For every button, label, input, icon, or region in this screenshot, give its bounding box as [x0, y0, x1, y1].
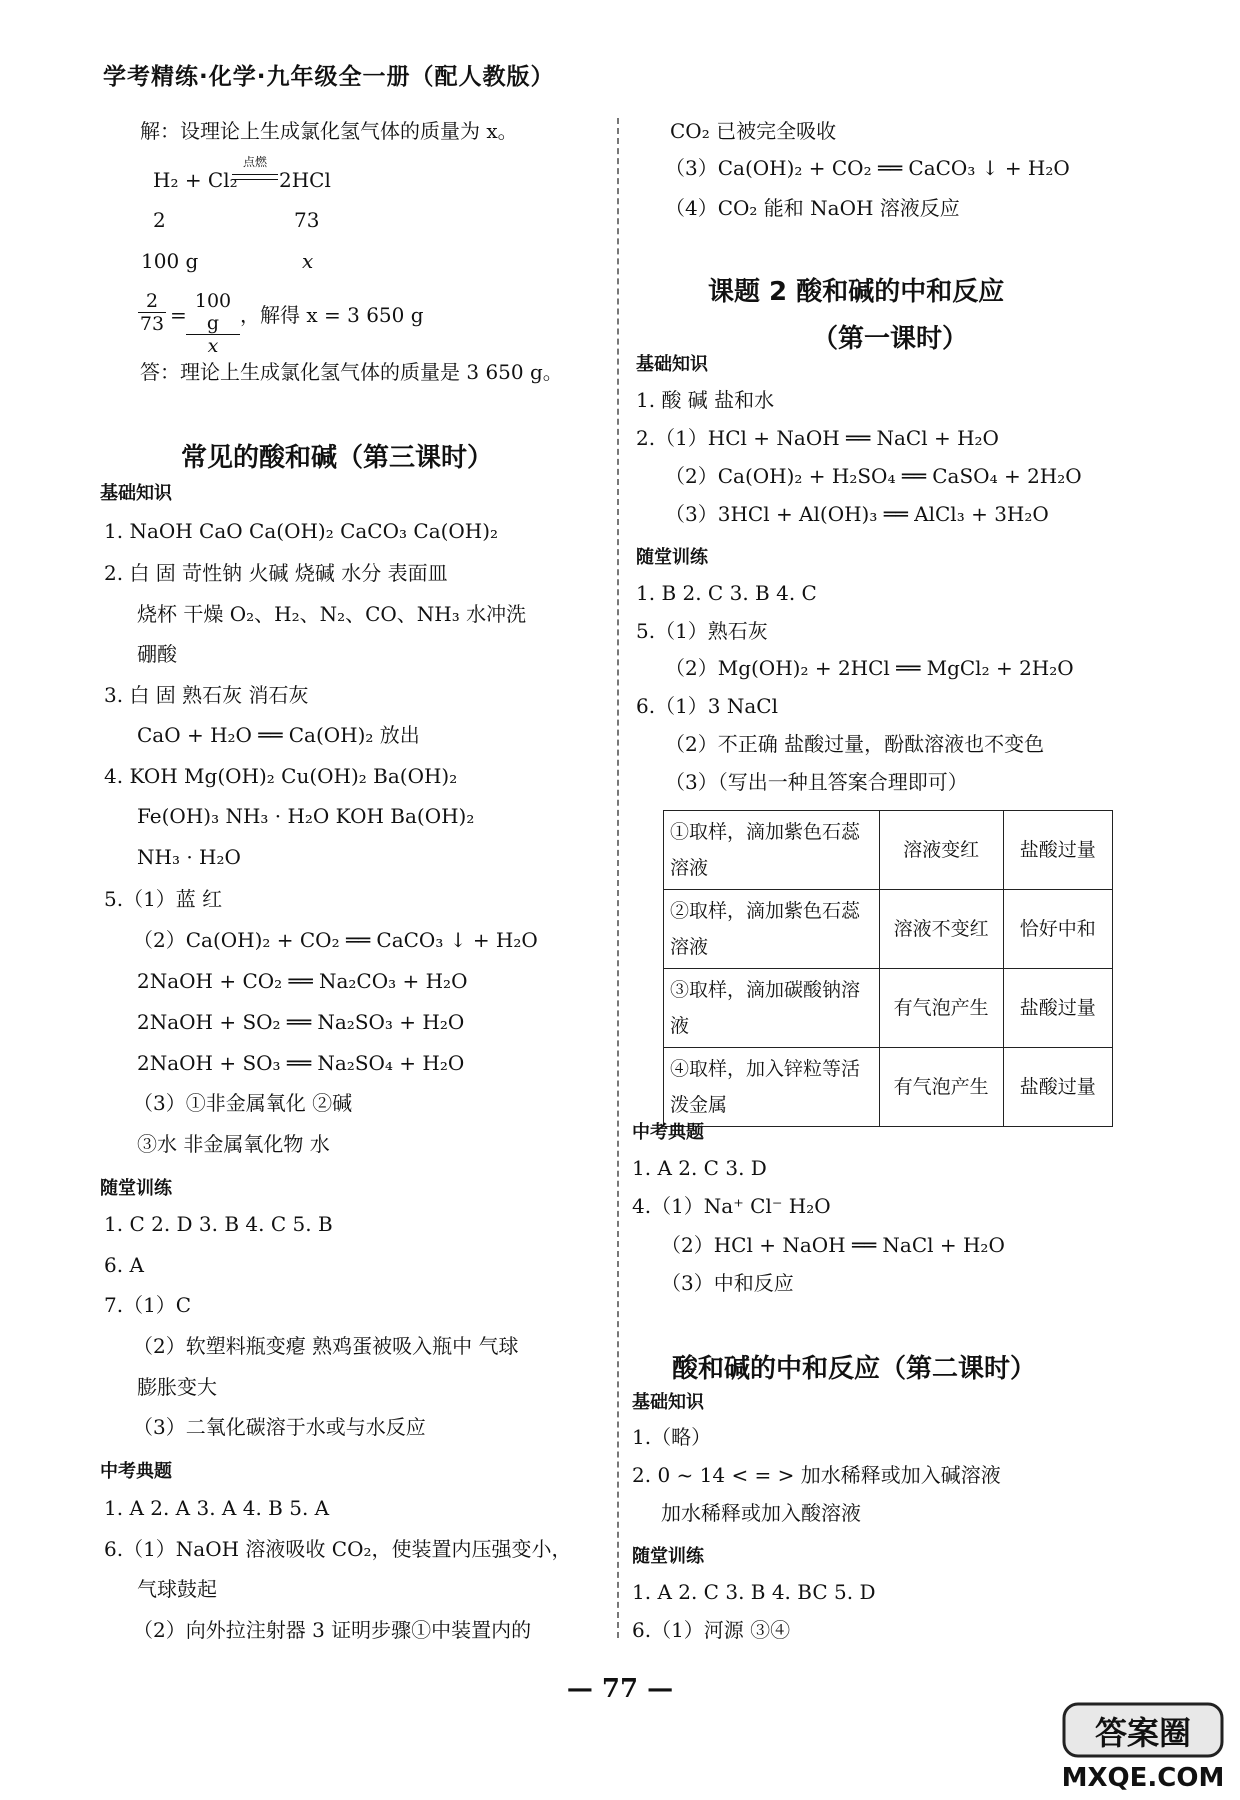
table-cell-phenomenon: 溶液不变红 [879, 890, 1003, 969]
table-row [664, 969, 1113, 1048]
left-line-5e: 2NaOH + SO₃ ══ Na₂SO₄ + H₂O [137, 1051, 465, 1075]
left-line-5c: 2NaOH + CO₂ ══ Na₂CO₃ + H₂O [137, 969, 468, 993]
table-row [664, 811, 1113, 890]
table-cell-phenomenon: 有气泡产生 [879, 1048, 1003, 1127]
left-exam-1: 1. A 2. A 3. A 4. B 5. A [104, 1496, 330, 1520]
heading-zhongkao-2: 中考典题 [632, 1122, 704, 1143]
table-cell-conclusion: 盐酸过量 [1003, 811, 1112, 890]
heading-suitang-1: 随堂训练 [100, 1178, 172, 1199]
right-train-1: 1. B 2. C 3. B 4. C [636, 581, 817, 605]
left-exam-6b: 气球鼓起 [137, 1577, 217, 1601]
right-w-1: 1. A 2. C 3. B 4. BC 5. D [632, 1580, 876, 1604]
fraction-2 [186, 290, 240, 357]
left-line-5g: ③水 非金属氧化物 水 [137, 1132, 330, 1156]
heading-jichu-2: 基础知识 [636, 354, 708, 375]
table-cell-conclusion: 盐酸过量 [1003, 1048, 1112, 1127]
table-cell-conclusion: 盐酸过量 [1003, 969, 1112, 1048]
equation-condition: 点燃 [242, 155, 267, 169]
table-row [664, 890, 1113, 969]
left-line-2b: 烧杯 干燥 O₂、H₂、N₂、CO、NH₃ 水冲洗 [137, 602, 527, 626]
equals-sign: = [170, 303, 187, 327]
right-train-6a: 6.（1）3 NaCl [636, 694, 779, 718]
heading-suitang-3: 随堂训练 [632, 1546, 704, 1567]
right-basic-2b: （2）Ca(OH)₂ + H₂SO₄ ══ CaSO₄ + 2H₂O [665, 464, 1082, 488]
calc-answer: 答：理论上生成氯化氢气体的质量是 3 650 g。 [140, 360, 563, 384]
equation-rhs: 2HCl [279, 168, 331, 192]
left-line-5a: 5.（1）蓝 红 [104, 887, 223, 911]
right-line-2: （4）CO₂ 能和 NaOH 溶液反应 [665, 196, 960, 220]
right-line-0: CO₂ 已被完全吸收 [670, 119, 837, 143]
table-cell-method: ③取样，滴加碳酸钠溶液 [664, 969, 880, 1048]
left-line-3b: CaO + H₂O ══ Ca(OH)₂ 放出 [137, 723, 420, 747]
table-cell-method: ②取样，滴加紫色石蕊溶液 [664, 890, 880, 969]
right-train-5a: 5.（1）熟石灰 [636, 619, 768, 643]
left-line-4a: 4. KOH Mg(OH)₂ Cu(OH)₂ Ba(OH)₂ [104, 764, 458, 788]
fraction-1-den: 73 [139, 313, 165, 335]
right-train-5b: （2）Mg(OH)₂ + 2HCl ══ MgCl₂ + 2H₂O [665, 656, 1074, 680]
left-line-3a: 3. 白 固 熟石灰 消石灰 [104, 683, 309, 707]
right-k-2a: 2. 0 ~ 14 < = > 加水稀释或加入碱溶液 [632, 1463, 1001, 1487]
watermark-logo [1058, 1700, 1228, 1792]
mass-b: x [302, 249, 314, 273]
table-cell-conclusion: 恰好中和 [1003, 890, 1112, 969]
fraction-2-den: x [186, 334, 240, 357]
left-line-4c: NH₃ · H₂O [137, 845, 241, 869]
heading-zhongkao-1: 中考典题 [100, 1461, 172, 1482]
mass-ratio-b: 73 [294, 208, 320, 232]
table-cell-phenomenon: 有气泡产生 [879, 969, 1003, 1048]
right-exam-4c: （3）中和反应 [661, 1271, 794, 1295]
left-line-5d: 2NaOH + SO₂ ══ Na₂SO₃ + H₂O [137, 1010, 465, 1034]
left-line-2a: 2. 白 固 苛性钠 火碱 烧碱 水分 表面皿 [104, 561, 448, 585]
left-train-1: 1. C 2. D 3. B 4. C 5. B [104, 1212, 333, 1236]
heading-jichu-3: 基础知识 [632, 1392, 704, 1413]
section-title-left: 常见的酸和碱（第三课时） [181, 443, 494, 473]
left-train-7d: （3）二氧化碳溶于水或与水反应 [133, 1415, 426, 1439]
heading-suitang-2: 随堂训练 [636, 547, 708, 568]
table-cell-method: ④取样，加入锌粒等活泼金属 [664, 1048, 880, 1127]
right-train-6c: （3）（写出一种且答案合理即可） [665, 770, 968, 794]
calc-intro: 解：设理论上生成氯化氢气体的质量为 x。 [140, 119, 518, 143]
solve-text: ，解得 x = 3 650 g [240, 303, 424, 327]
right-k-2b: 加水稀释或加入酸溶液 [661, 1501, 861, 1525]
left-train-7a: 7.（1）C [104, 1293, 192, 1317]
mass-a: 100 g [141, 249, 199, 273]
equation-lhs: H₂ + Cl₂ [153, 168, 238, 192]
left-train-6: 6. A [104, 1253, 144, 1277]
left-line-5f: （3）①非金属氧化 ②碱 [133, 1091, 353, 1115]
section-title-right-2: 酸和碱的中和反应（第二课时） [672, 1354, 1037, 1384]
table-cell-phenomenon: 溶液变红 [879, 811, 1003, 890]
right-exam-4a: 4.（1）Na⁺ Cl⁻ H₂O [632, 1194, 831, 1218]
equation-arrow-bottom [232, 179, 278, 180]
right-k-1: 1.（略） [632, 1425, 712, 1449]
heading-jichu-1: 基础知识 [100, 483, 172, 504]
section-title-right-1: 课题 2 酸和碱的中和反应 [708, 277, 1005, 307]
watermark-top-text: 答案圈 [1094, 1714, 1192, 1752]
left-line-4b: Fe(OH)₃ NH₃ · H₂O KOH Ba(OH)₂ [137, 804, 475, 828]
left-exam-6a: 6.（1）NaOH 溶液吸收 CO₂，使装置内压强变小， [104, 1537, 572, 1561]
right-train-6b: （2）不正确 盐酸过量，酚酞溶液也不变色 [665, 732, 1045, 756]
mass-ratio-a: 2 [153, 208, 166, 232]
right-basic-2c: （3）3HCl + Al(OH)₃ ══ AlCl₃ + 3H₂O [665, 502, 1049, 526]
right-basic-1: 1. 酸 碱 盐和水 [636, 388, 775, 412]
page-number: — 77 — [566, 1674, 674, 1704]
fraction-2-num: 100 g [194, 290, 232, 334]
left-line-5b: （2）Ca(OH)₂ + CO₂ ══ CaCO₃ ↓ + H₂O [133, 928, 538, 952]
right-w-6: 6.（1）河源 ③④ [632, 1618, 791, 1642]
watermark-bottom-text: MXQE.COM [1061, 1763, 1225, 1792]
right-exam-4b: （2）HCl + NaOH ══ NaCl + H₂O [661, 1233, 1005, 1257]
right-line-1: （3）Ca(OH)₂ + CO₂ ══ CaCO₃ ↓ + H₂O [665, 156, 1070, 180]
left-train-7b: （2）软塑料瓶变瘪 熟鸡蛋被吸入瓶中 气球 [133, 1334, 519, 1358]
column-divider [617, 118, 619, 1638]
right-basic-2a: 2.（1）HCl + NaOH ══ NaCl + H₂O [636, 426, 999, 450]
table-row [664, 1048, 1113, 1127]
experiment-table [663, 810, 1113, 1127]
section-subtitle-right-1: （第一课时） [812, 324, 969, 354]
equation-arrow-top [232, 174, 278, 175]
page-header-title: 学考精练·化学·九年级全一册（配人教版） [103, 64, 555, 90]
table-cell-method: ①取样，滴加紫色石蕊溶液 [664, 811, 880, 890]
left-line-2c: 硼酸 [137, 642, 177, 666]
right-exam-1: 1. A 2. C 3. D [632, 1156, 767, 1180]
left-train-7c: 膨胀变大 [137, 1375, 217, 1399]
left-line-1: 1. NaOH CaO Ca(OH)₂ CaCO₃ Ca(OH)₂ [104, 519, 499, 543]
fraction-1-num: 2 [145, 290, 159, 312]
left-exam-6c: （2）向外拉注射器 3 证明步骤①中装置内的 [133, 1618, 532, 1642]
fraction-1 [138, 290, 166, 335]
